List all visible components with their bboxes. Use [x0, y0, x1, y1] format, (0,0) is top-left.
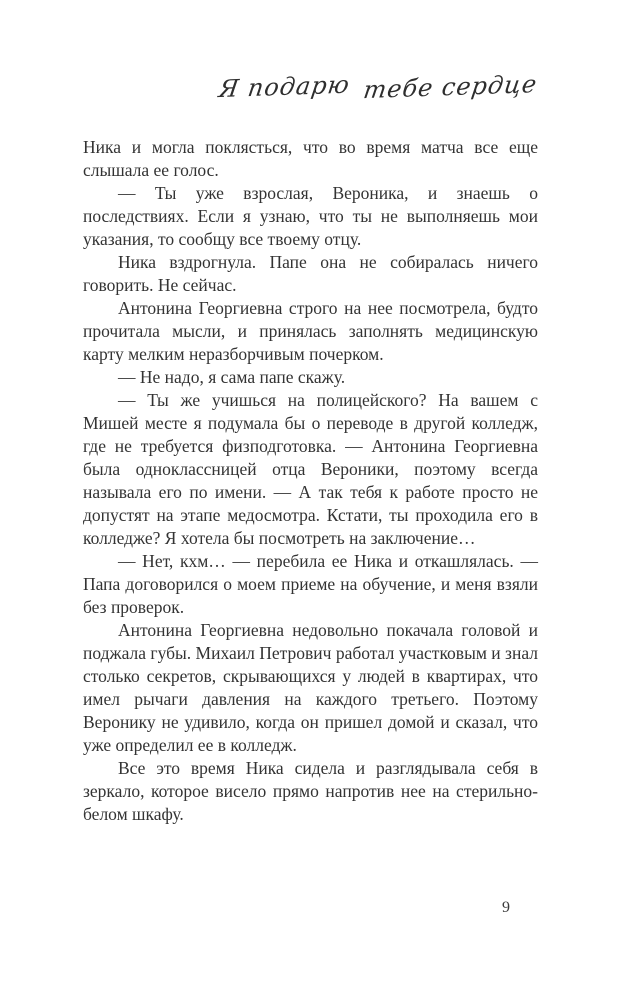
- paragraph-4: Антонина Георгиевна строго на нее посмотрела, будто прочитала мысли, и принялась заполнять медицинскую карту мелким неразборчивым почерком.: [83, 298, 538, 364]
- paragraph-5: — Не надо, я сама папе скажу.: [118, 367, 346, 387]
- page-number: 9: [502, 899, 510, 916]
- running-header-book-title: [81, 64, 540, 108]
- paragraph-8: Антонина Георгиевна недовольно покачала головой и поджала губы. Михаил Петрович работал участковым и знал столько секретов, скрывающихся у людей в квартирах, что имел рычаги давления на каждого третьего. Поэтому Веронику не удивило, когда он пришел домой и сказал, что уже определил ее в колледж.: [83, 620, 538, 755]
- book-title-script-part2: тебе сердце: [361, 69, 540, 105]
- text-block: [83, 136, 538, 826]
- paragraph-9: Все это время Ника сидела и разглядывала себя в зеркало, которое висело прямо напротив нее на стерильно-белом шкафу.: [83, 758, 538, 824]
- book-title-script-part1: Я подарю: [217, 70, 352, 104]
- paragraph-1: Ника и могла поклясться, что во время матча все еще слышала ее голос.: [83, 137, 538, 180]
- paragraph-7: — Нет, кхм… — перебила ее Ника и откашлялась. — Папа договорился о моем приеме на обучение, и меня взяли без проверок.: [83, 551, 538, 617]
- paragraph-2: — Ты уже взрослая, Вероника, и знаешь о последствиях. Если я узнаю, что ты не выполняешь мои указания, то сообщу все твоему отцу.: [83, 183, 538, 249]
- paragraph-6: — Ты же учишься на полицейского? На вашем с Мишей месте я подумала бы о переводе в другой колледж, где не требуется физподготовка. — Антонина Георгиевна была одноклассницей отца Вероники, поэтому всегда называла его по имени. — А так тебя к работе просто не допустят на этапе медосмотра. Кстати, ты проходила его в колледже? Я хотела бы посмотреть на заключение…: [83, 390, 538, 548]
- paragraph-3: Ника вздрогнула. Папе она не собиралась ничего говорить. Не сейчас.: [83, 252, 538, 295]
